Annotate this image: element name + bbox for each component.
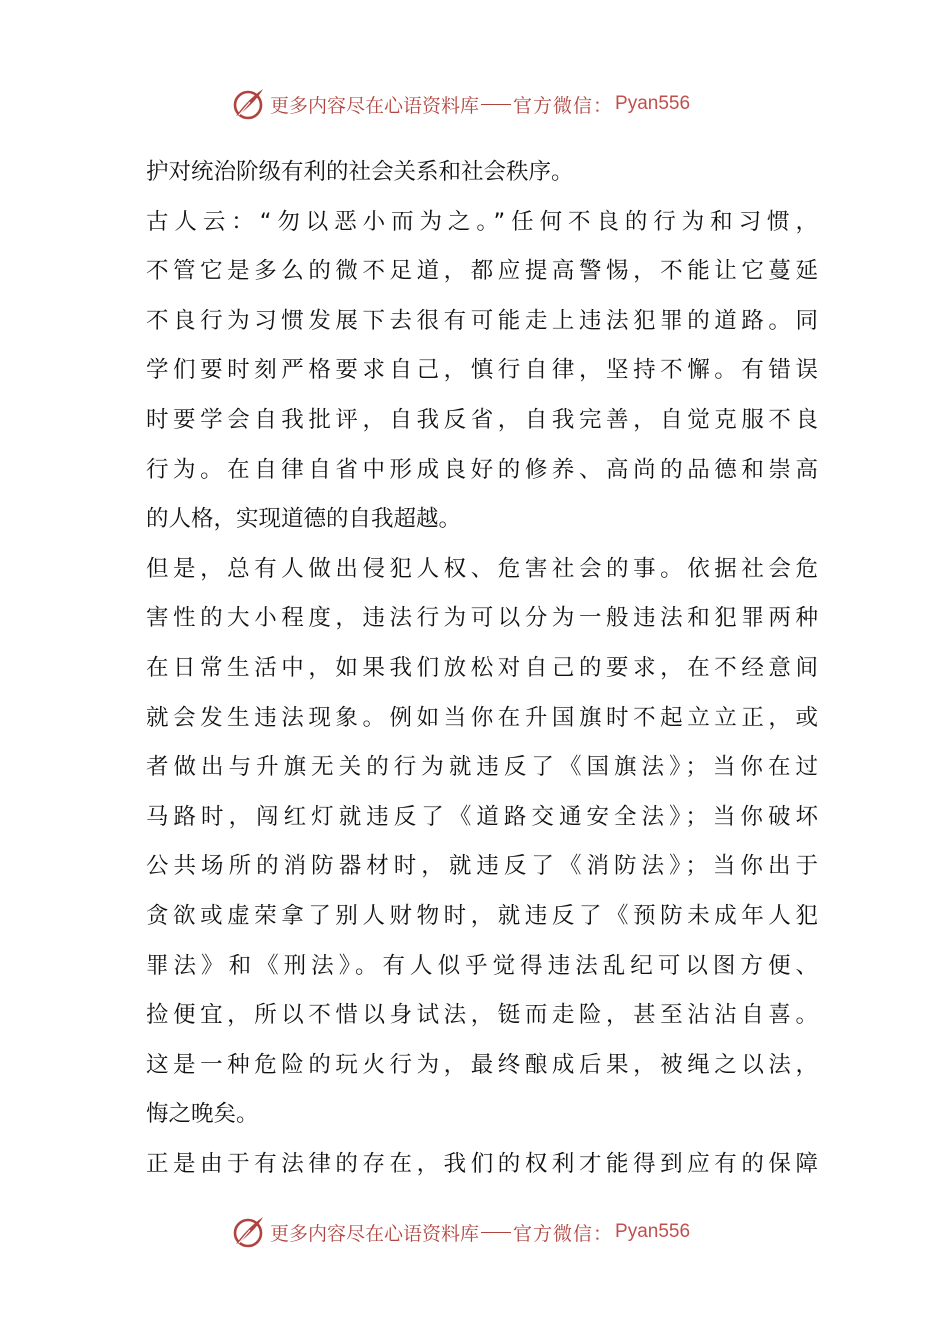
watermark-label: 官方微信： bbox=[513, 94, 614, 117]
footer-watermark bbox=[230, 1212, 690, 1252]
text-line: 在日常生活中，如果我们放松对自己的要求，在不经意间 bbox=[146, 654, 818, 681]
quill-logo-icon bbox=[230, 1214, 266, 1250]
watermark-wechat-id: Pyan556 bbox=[615, 1221, 691, 1242]
text-line: 时要学会自我批评，自我反省，自我完善，自觉克服不良 bbox=[146, 406, 818, 433]
header-watermark bbox=[230, 84, 690, 124]
watermark-dash bbox=[481, 104, 511, 105]
text-line: 捡便宜，所以不惜以身试法，铤而走险，甚至沾沾自喜。 bbox=[146, 1002, 818, 1029]
text-line: 就会发生违法现象。例如当你在升国旗时不起立立正，或 bbox=[146, 704, 818, 731]
text-line: 者做出与升旗无关的行为就违反了《国旗法》；当你在过 bbox=[146, 754, 818, 781]
watermark-dash bbox=[481, 1232, 511, 1233]
quill-logo-icon bbox=[230, 86, 266, 122]
text-line: 不管它是多么的微不足道，都应提高警惕，不能让它蔓延 bbox=[146, 258, 818, 285]
watermark-title: 更多内容尽在心语资料库 bbox=[270, 1222, 480, 1245]
text-line: 学们要时刻严格要求自己，慎行自律，坚持不懈。有错误 bbox=[146, 357, 818, 384]
text-line: 不良行为习惯发展下去很有可能走上违法犯罪的道路。同 bbox=[146, 307, 818, 334]
watermark-title: 更多内容尽在心语资料库 bbox=[270, 94, 480, 117]
text-line: 公共场所的消防器材时，就违反了《消防法》；当你出于 bbox=[146, 853, 818, 880]
text-line: 罪法》和《刑法》。有人似乎觉得违法乱纪可以图方便、 bbox=[146, 952, 818, 979]
watermark-wechat-id: Pyan556 bbox=[615, 93, 691, 114]
text-line: 马路时，闯红灯就违反了《道路交通安全法》；当你破坏 bbox=[146, 803, 818, 830]
text-line: 的人格，实现道德的自我超越。 bbox=[146, 506, 462, 533]
text-line: 悔之晚矣。 bbox=[146, 1101, 259, 1128]
text-line: 行为。在自律自省中形成良好的修养、高尚的品德和崇高 bbox=[146, 456, 818, 483]
document-body bbox=[146, 148, 818, 1189]
text-line: 但是，总有人做出侵犯人权、危害社会的事。依据社会危 bbox=[146, 555, 818, 582]
text-line: 古人云：“勿以恶小而为之。”任何不良的行为和习惯， bbox=[146, 208, 818, 235]
text-line: 这是一种危险的玩火行为，最终酿成后果，被绳之以法， bbox=[146, 1051, 818, 1078]
text-line: 护对统治阶级有利的社会关系和社会秩序。 bbox=[146, 159, 574, 185]
text-line: 贪欲或虚荣拿了别人财物时，就违反了《预防未成年人犯 bbox=[146, 902, 818, 929]
text-line: 正是由于有法律的存在，我们的权利才能得到应有的保障 bbox=[146, 1150, 818, 1177]
text-line: 害性的大小程度，违法行为可以分为一般违法和犯罪两种 bbox=[146, 605, 818, 632]
watermark-label: 官方微信： bbox=[513, 1222, 614, 1245]
